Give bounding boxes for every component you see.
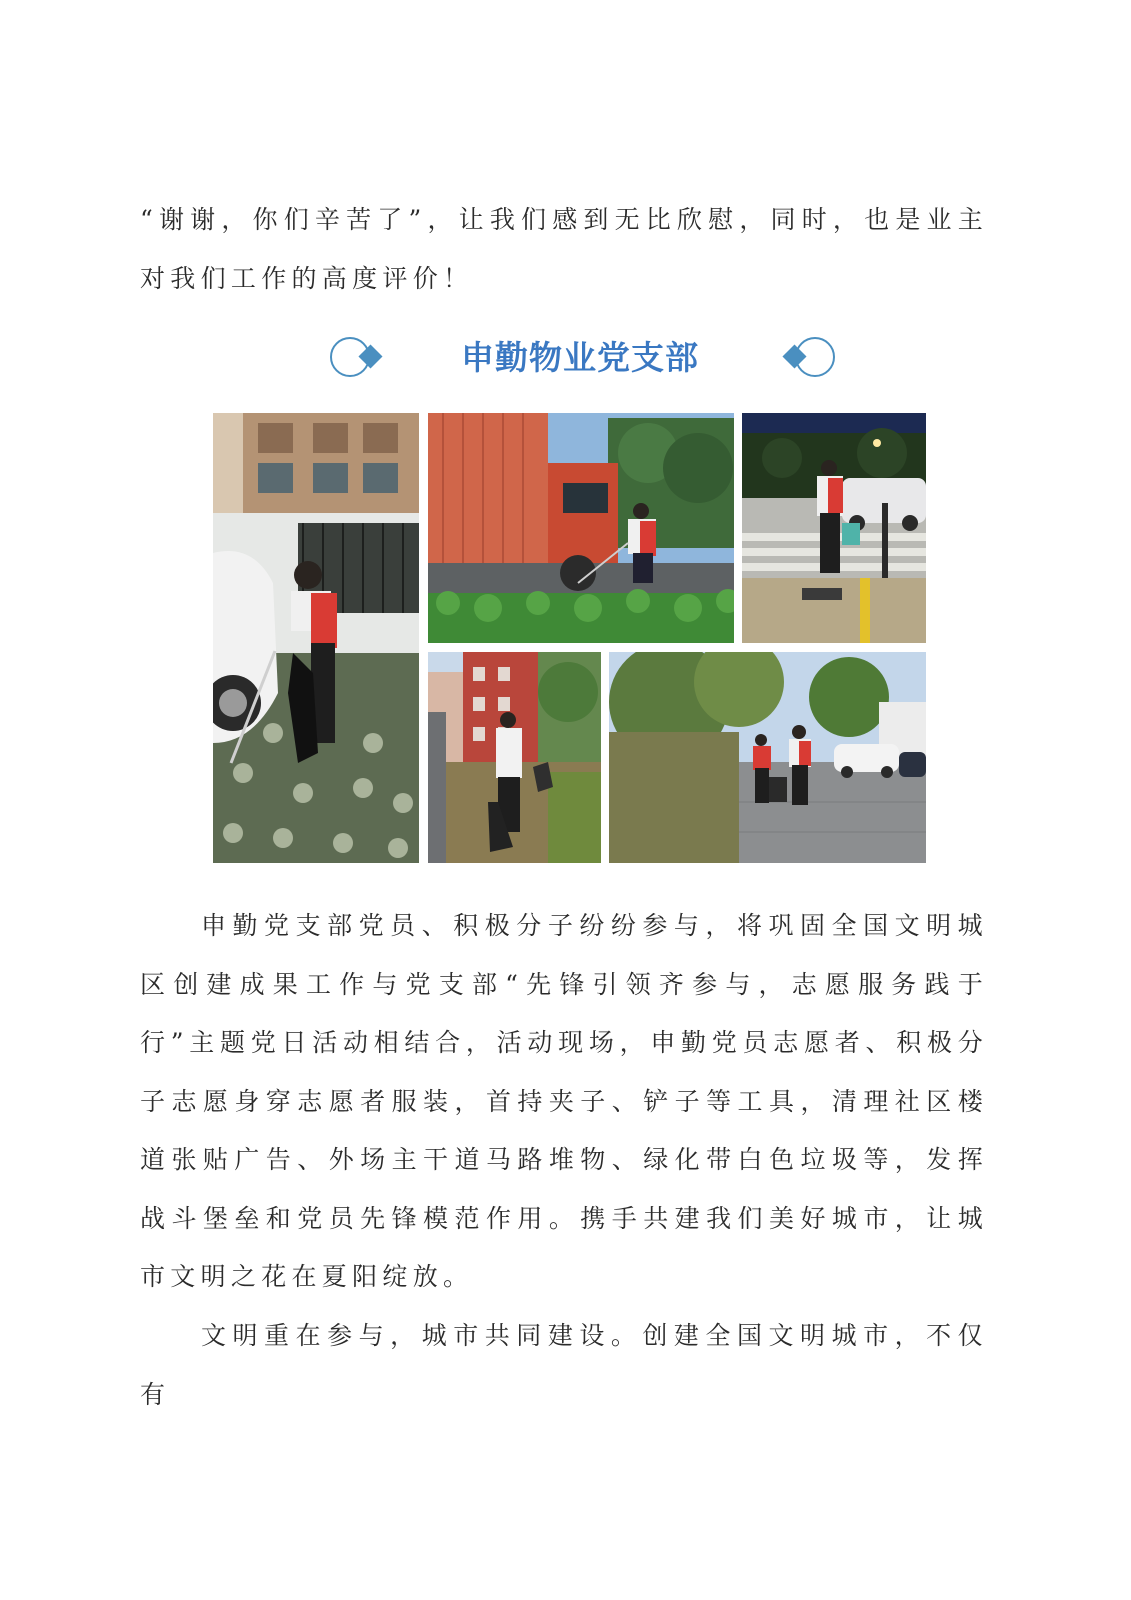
section-header xyxy=(0,330,1131,384)
paragraph-activity: 申勤党支部党员、积极分子纷纷参与，将巩固全国文明城区创建成果工作与党支部“先锋引领齐参与，志愿服务践于行”主题党日活动相结合，活动现场，申勤党员志愿者、积极分子志愿身穿志愿者服装，首持夹子、铲子等工具，清理社区楼道张贴广告、外场主干道马路堆物、绿化带白色垃圾等，发挥战斗堡垒和党员先锋模范作用。携手共建我们美好城市，让城市文明之花在夏阳绽放。 xyxy=(140,911,988,1291)
photo-volunteer-parking-lot xyxy=(213,413,419,863)
section-title: 申勤物业党支部 xyxy=(461,338,699,377)
photo-volunteer-courtyard xyxy=(428,652,601,863)
photo-volunteer-crosswalk xyxy=(742,413,926,643)
photo-volunteer-truck xyxy=(428,413,734,643)
photo-volunteers-roadside xyxy=(609,652,926,863)
paragraph-closing: 文明重在参与，城市共同建设。创建全国文明城市，不仅有 xyxy=(140,1321,988,1409)
paragraph-intro: “谢谢，你们辛苦了”，让我们感到无比欣慰，同时，也是业主对我们工作的高度评价！ xyxy=(140,205,988,293)
circle-diamond-ornament-right-icon xyxy=(775,334,835,380)
